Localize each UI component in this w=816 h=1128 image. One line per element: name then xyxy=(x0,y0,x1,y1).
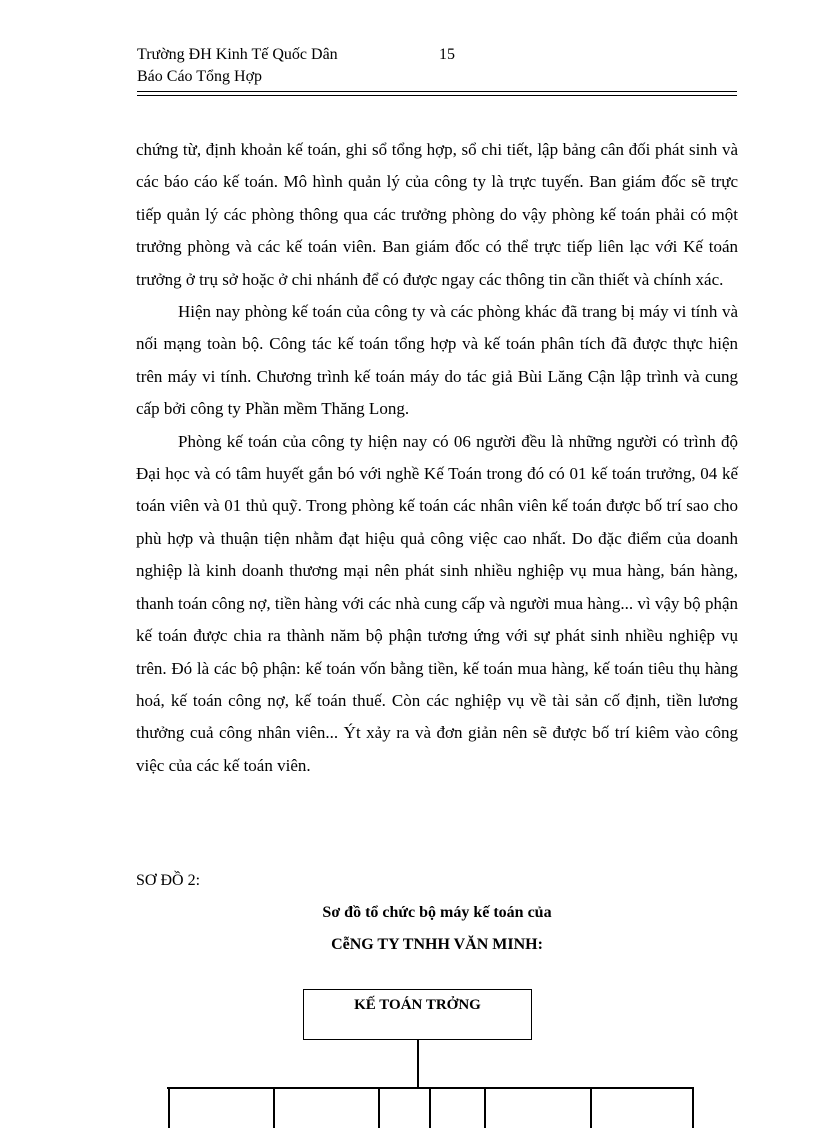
branch-line xyxy=(692,1088,694,1128)
branch-line xyxy=(590,1088,592,1128)
body-text xyxy=(136,134,738,782)
branch-line xyxy=(429,1088,431,1128)
connector-line xyxy=(417,1040,419,1088)
header-block xyxy=(137,46,737,96)
branch-line xyxy=(378,1088,380,1128)
header-school: Trường ĐH Kinh Tế Quốc Dân xyxy=(137,46,338,63)
header-divider-secondary xyxy=(137,95,737,96)
branch-line xyxy=(168,1088,170,1128)
chief-accountant-box: KẾ TOÁN TRỞNG xyxy=(303,989,532,1040)
branch-line xyxy=(273,1088,275,1128)
diagram-label: SƠ ĐỒ 2: xyxy=(136,872,201,889)
header-divider xyxy=(137,91,737,92)
diagram-subtitle: CễNG TY TNHH VĂN MINH: xyxy=(331,936,543,953)
branch-line xyxy=(484,1088,486,1128)
page-number: 15 xyxy=(439,46,455,63)
paragraph: Hiện nay phòng kế toán của công ty và các phòng khác đã trang bị máy vi tính và nối mạng toàn bộ. Công tác kế toán tổng hợp và kế toán phân tích đã được thực hiện trên máy vi tính. Chương trình kế toán máy do tác giả Bùi Lăng Cận lập trình và cung cấp bởi công ty Phần mềm Thăng Long. xyxy=(136,302,738,419)
paragraph: Phòng kế toán của công ty hiện nay có 06 người đều là những người có trình độ Đại học và có tâm huyết gắn bó với nghề Kế Toán trong đó có 01 kế toán trưởng, 04 kế toán viên và 01 thủ quỹ. Trong phòng kế toán các nhân viên kế toán được bố trí sao cho phù hợp và thuận tiện nhằm đạt hiệu quả công việc cao nhất. Do đặc điểm của doanh nghiệp là kinh doanh thương mại nên phát sinh nhiều nghiệp vụ mua hàng, bán hàng, thanh toán công nợ, tiền hàng với các nhà cung cấp và người mua hàng... vì vậy bộ phận kế toán được chia ra thành năm bộ phận tương ứng với sự phát sinh nhiều nghiệp vụ trên. Đó là các bộ phận: kế toán vốn bằng tiền, kế toán mua hàng, kế toán tiêu thụ hàng hoá, kế toán công nợ, kế toán thuế. Còn các nghiệp vụ về tài sản cố định, tiền lương thưởng cuả công nhân viên... Ýt xảy ra và đơn giản nên sẽ được bố trí kiêm vào công việc của các kế toán viên. xyxy=(136,431,738,775)
paragraph: chứng từ, định khoản kế toán, ghi sổ tổng hợp, sổ chi tiết, lập bảng cân đối phát sinh và các báo cáo kế toán. Mô hình quản lý của công ty là trực tuyến. Ban giám đốc sẽ trực tiếp quản lý các phòng thông qua các trưởng phòng do vậy phòng kế toán phải có một trưởng phòng và các kế toán viên. Ban giám đốc có thể trực tiếp liên lạc với Kế toán trưởng ở trụ sở hoặc ở chi nhánh để có được ngay các thông tin cần thiết và chính xác. xyxy=(136,140,738,289)
header-report-title: Báo Cáo Tổng Hợp xyxy=(137,68,263,85)
diagram-title: Sơ đồ tổ chức bộ máy kế toán của xyxy=(322,904,552,921)
